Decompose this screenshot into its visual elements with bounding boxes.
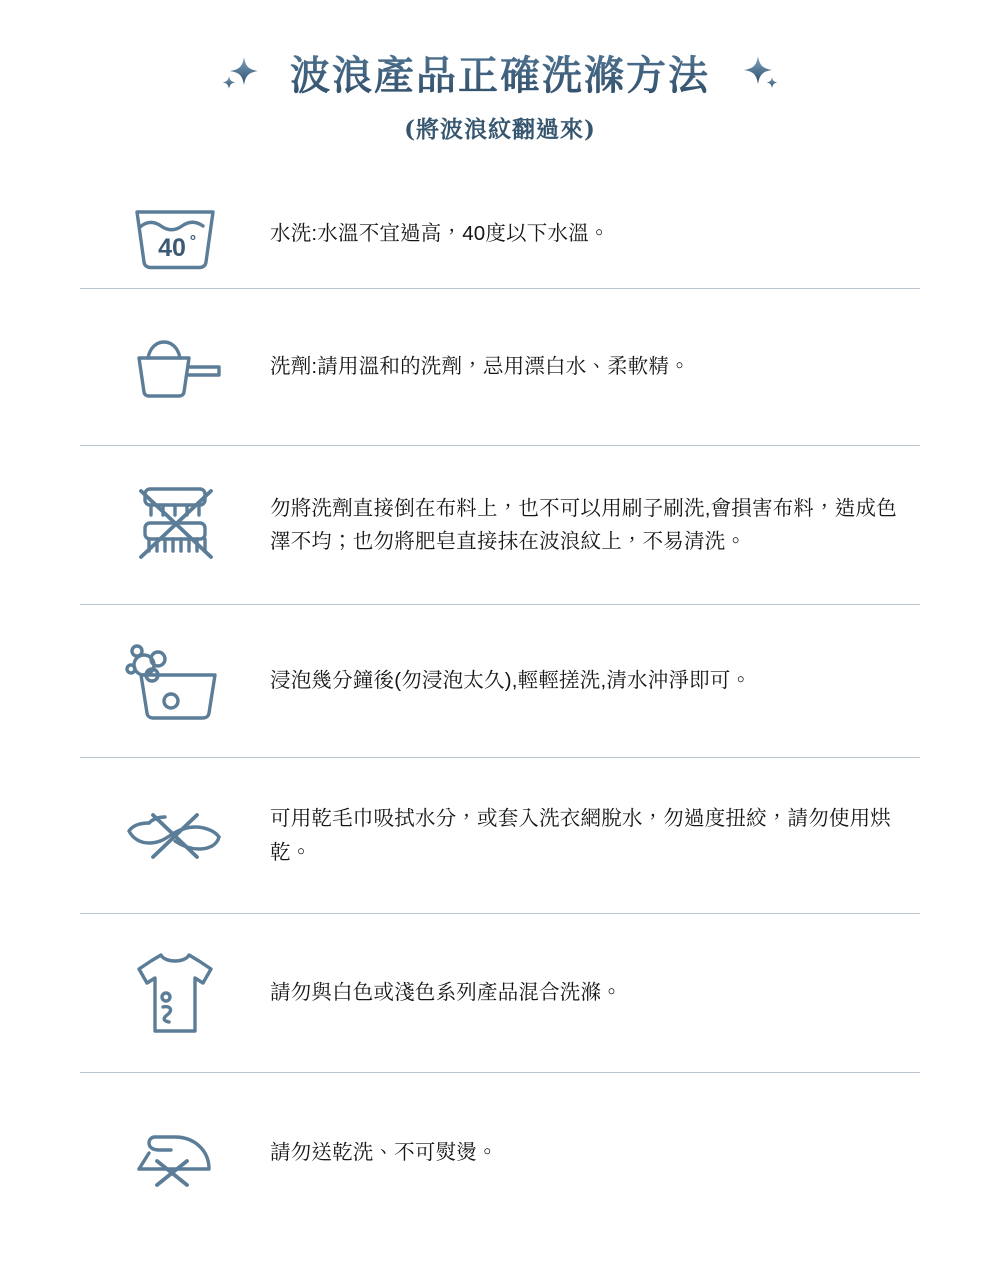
instruction-text: 請勿送乾洗、不可熨燙。	[270, 1141, 498, 1165]
soak-tub-bubbles-icon	[119, 637, 231, 725]
no-wring-icon	[119, 805, 231, 867]
page-subtitle: (將波浪紋翻過來)	[404, 116, 596, 143]
icon-cell	[80, 332, 270, 402]
no-iron-icon	[125, 1117, 225, 1189]
page-header	[0, 0, 1000, 144]
instruction-text: 可用乾毛巾吸拭水分，或套入洗衣網脫水，勿過度扭絞，請勿使用烘乾。	[270, 807, 891, 864]
page-title: 波浪產品正確洗滌方法	[290, 44, 710, 101]
instruction-text: 勿將洗劑直接倒在布料上，也不可以用刷子刷洗,會損害布料，造成色澤不均；也勿將肥皂直接抹在波浪紋上，不易清洗。	[270, 496, 897, 553]
icon-cell	[80, 805, 270, 867]
wash-temp-degree: °	[189, 233, 197, 250]
list-item	[80, 289, 920, 446]
instruction-text: 洗劑:請用溫和的洗劑，忌用漂白水、柔軟精。	[270, 355, 690, 379]
detergent-scoop-icon	[123, 332, 227, 402]
instruction-text: 浸泡幾分鐘後(勿浸泡太久),輕輕搓洗,清水沖淨即可。	[270, 669, 752, 693]
list-item	[80, 446, 920, 605]
title-row	[0, 44, 1000, 101]
wash-tub-40-icon	[127, 196, 223, 272]
icon-cell	[80, 1117, 270, 1189]
tshirt-no-mix-icon	[129, 945, 221, 1041]
list-item	[80, 180, 920, 289]
instruction-text: 請勿與白色或淺色系列產品混合洗滌。	[270, 981, 622, 1005]
list-item	[80, 1073, 920, 1233]
instruction-text: 水洗:水溫不宜過高，40度以下水溫。	[270, 222, 610, 246]
no-brush-scrub-icon	[127, 479, 223, 571]
icon-cell	[80, 637, 270, 725]
icon-cell	[80, 196, 270, 272]
instruction-list	[80, 180, 920, 1233]
icon-cell	[80, 479, 270, 571]
sparkle-icon	[218, 50, 264, 96]
list-item	[80, 758, 920, 914]
icon-cell	[80, 945, 270, 1041]
sparkle-icon	[736, 50, 782, 96]
list-item	[80, 605, 920, 758]
list-item	[80, 914, 920, 1073]
wash-temp-value: 40	[158, 234, 186, 262]
